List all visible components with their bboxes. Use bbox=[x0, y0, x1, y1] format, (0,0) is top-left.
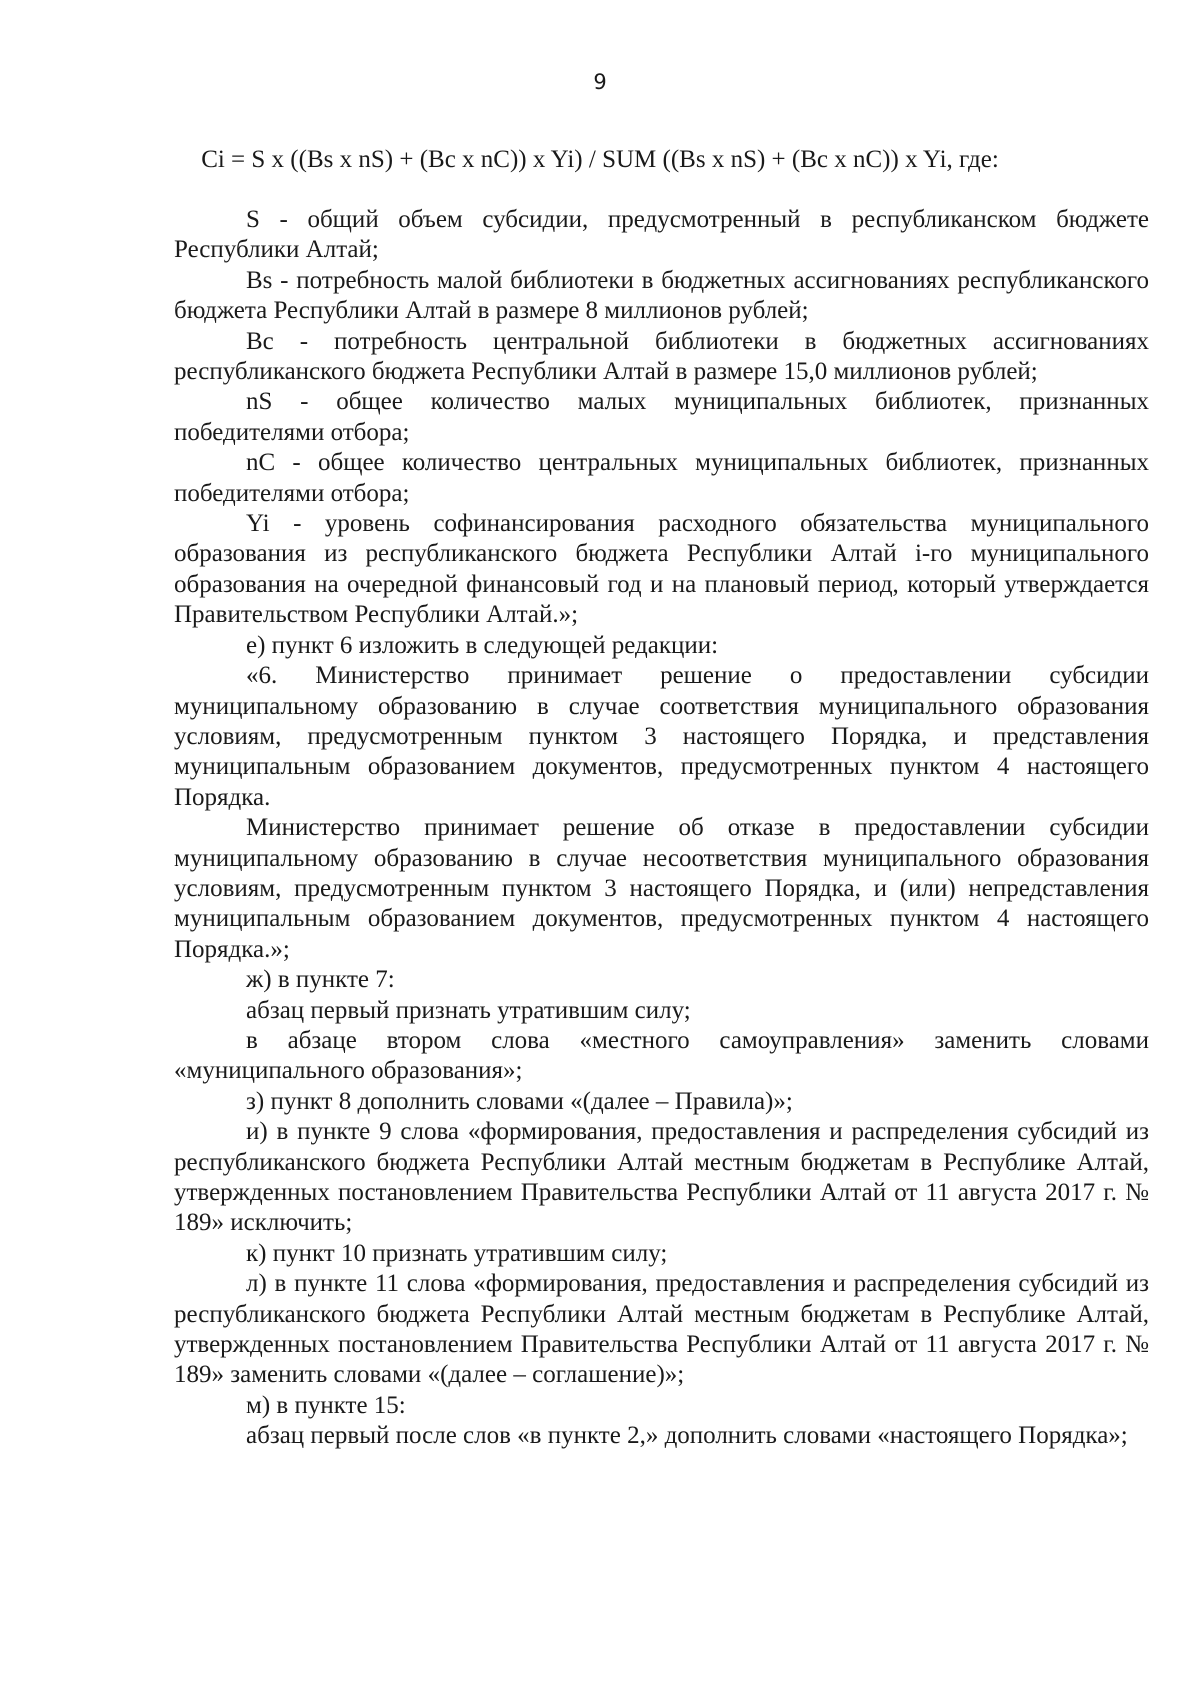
paragraph-point-15-abzac: абзац первый после слов «в пункте 2,» дополнить словами «настоящего Порядка»; bbox=[246, 1422, 1128, 1450]
subsidy-formula: Ci = S x ((Bs x nS) + (Bc x nC)) x Yi) / SUM ((Bs x nS) + (Bc x nC)) x Yi, где: bbox=[201, 146, 999, 173]
paragraph-item-e: е) пункт 6 изложить в следующей редакции: bbox=[246, 631, 719, 659]
paragraph-s-definition: S - общий объем субсидии, предусмотренный в республиканском бюджете Республики Алтай; bbox=[174, 206, 1149, 264]
paragraph-bs-definition: Bs - потребность малой библиотеки в бюджетных ассигнованиях республиканского бюджета Республики Алтай в размере 8 миллионов рублей; bbox=[174, 266, 1149, 325]
document-body bbox=[174, 205, 1149, 1452]
paragraph-ns-definition: nS - общее количество малых муниципальных библиотек, признанных победителями отбора; bbox=[174, 388, 1149, 446]
paragraph-refusal-decision: Министерство принимает решение об отказе в предоставлении субсидии муниципальному образованию в случае несоответствия муниципального образования условиям, предусмотренным пунктом 3 настоящего Порядка, и (или) непредставления муниципальным образованием документов, предусмотренных пунктом 4 настоящего Порядка.»; bbox=[174, 814, 1149, 963]
paragraph-point-6: «6. Министерство принимает решение о предоставлении субсидии муниципальному образованию в случае соответствия муниципального образования условиям, предусмотренным пунктом 3 настоящего Порядка, и представления муниципальным образованием документов, предусмотренных пунктом 4 настоящего Порядка. bbox=[174, 662, 1149, 811]
paragraph-first-abzac: абзац первый признать утратившим силу; bbox=[246, 996, 691, 1024]
page-number: 9 bbox=[593, 70, 607, 94]
paragraph-item-zh: ж) в пункте 7: bbox=[246, 966, 395, 994]
paragraph-item-z: з) пункт 8 дополнить словами «(далее – Правила)»; bbox=[246, 1087, 793, 1115]
paragraph-item-m: м) в пункте 15: bbox=[246, 1391, 406, 1419]
paragraph-item-l: л) в пункте 11 слова «формирования, предоставления и распределения субсидий из республиканского бюджета Республики Алтай местным бюджетам в Республике Алтай, утвержденных постановлением Правительства Республики Алтай от 11 августа 2017 г. № 189» заменить словами «(далее – соглашение)»; bbox=[174, 1270, 1149, 1389]
paragraph-item-i: и) в пункте 9 слова «формирования, предоставления и распределения субсидий из республиканского бюджета Республики Алтай местным бюджетам в Республике Алтай, утвержденных постановлением Правительства Республики Алтай от 11 августа 2017 г. № 189» исключить; bbox=[174, 1118, 1149, 1237]
paragraph-item-k: к) пункт 10 признать утратившим силу; bbox=[246, 1239, 668, 1267]
paragraph-second-abzac: в абзаце втором слова «местного самоуправления» заменить словами «муниципального образования»; bbox=[174, 1026, 1149, 1085]
paragraph-bc-definition: Вс - потребность центральной библиотеки в бюджетных ассигнованиях республиканского бюджета Республики Алтай в размере 15,0 миллионов рублей; bbox=[174, 327, 1149, 386]
paragraph-yi-definition: Yi - уровень софинансирования расходного обязательства муниципального образования из республиканского бюджета Республики Алтай i-го муниципального образования на очередной финансовый год и на плановый период, который утверждается Правительством Республики Алтай.»; bbox=[174, 510, 1149, 629]
paragraph-nc-definition: nC - общее количество центральных муниципальных библиотек, признанных победителями отбора; bbox=[174, 449, 1149, 507]
